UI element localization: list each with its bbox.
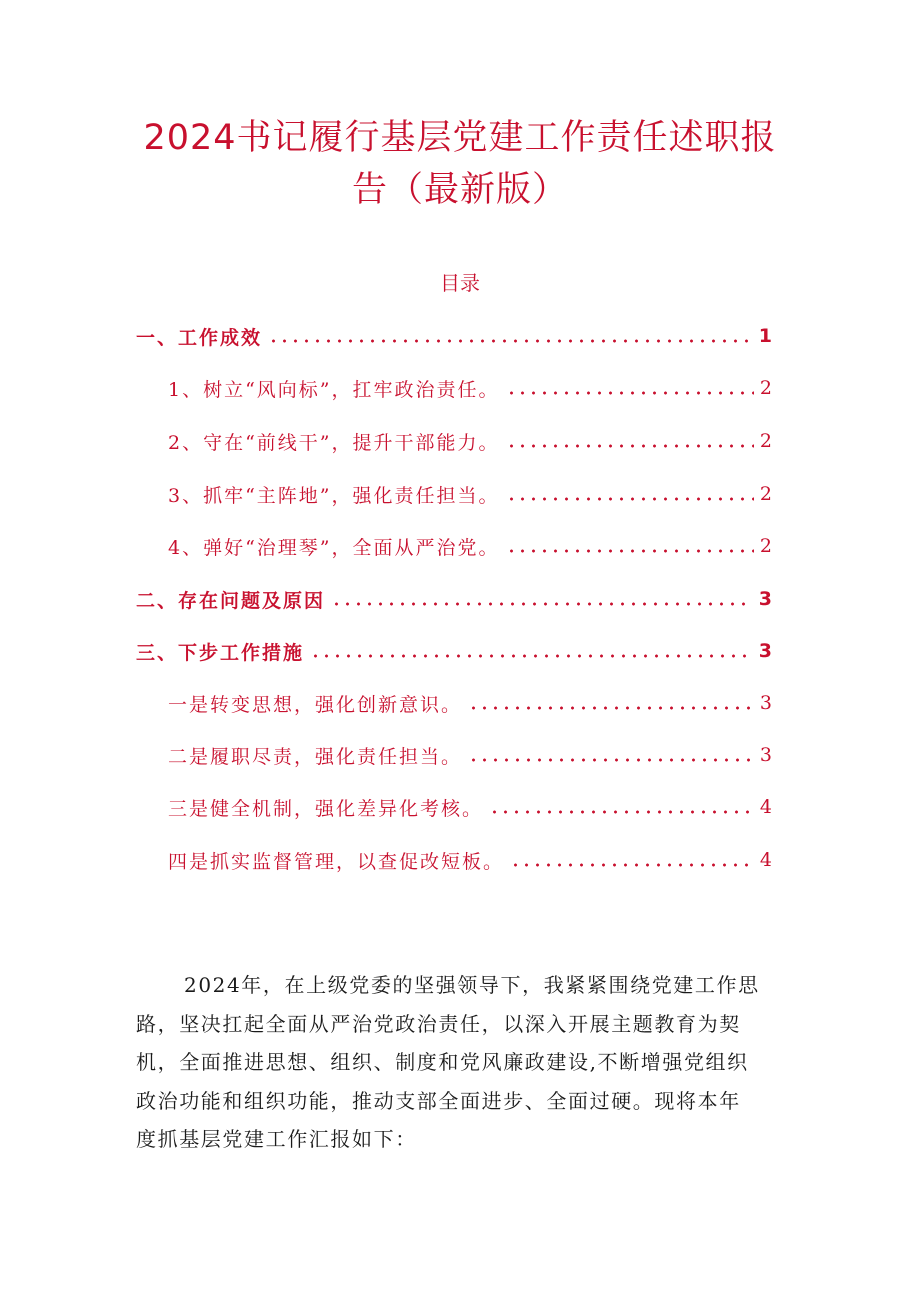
toc-entry-measure-2[interactable]: [168, 740, 772, 770]
body-line: 路，坚决扛起全面从严治党政治责任，以深入开展主题教育为契: [136, 1011, 741, 1036]
document-title: [120, 112, 800, 216]
toc-entry-label: 三是健全机制，强化差异化考核。: [168, 797, 484, 820]
toc-dot-leader: [489, 810, 754, 814]
toc-entry-sub-4[interactable]: [168, 531, 772, 561]
toc-page-number: 3: [758, 640, 772, 662]
intro-paragraph: [136, 966, 786, 1159]
toc-entry-sub-2[interactable]: [168, 426, 772, 456]
toc-dot-leader: [506, 444, 754, 448]
toc-entry-label: 二、存在问题及原因: [136, 589, 326, 612]
toc-entry-label: 三、下步工作措施: [136, 641, 305, 664]
toc-page-number: 3: [758, 588, 772, 610]
toc-heading: 目录: [440, 271, 480, 295]
toc-entry-label: 1、树立“风向标”，扛牢政治责任。: [168, 378, 500, 401]
toc-page-number: 2: [759, 535, 772, 557]
toc-page-number: 4: [759, 796, 772, 818]
toc-entry-sub-1[interactable]: [168, 373, 772, 403]
title-line-1: 2024书记履行基层党建工作责任述职报: [143, 118, 777, 158]
toc-dot-leader: [310, 654, 753, 658]
toc-page-number: 2: [759, 483, 772, 505]
toc-entry-next-steps[interactable]: [136, 636, 772, 666]
toc-entry-measure-4[interactable]: [168, 845, 772, 875]
toc-entry-label: 一是转变思想，强化创新意识。: [168, 693, 463, 716]
body-line: 政治功能和组织功能，推动支部全面进步、全面过硬。现将本年: [136, 1088, 741, 1113]
title-line-2: 告（最新版）: [351, 170, 568, 210]
toc-dot-leader: [468, 758, 754, 762]
body-line: 2024年，在上级党委的坚强领导下，我紧紧围绕党建工作思: [184, 973, 760, 997]
toc-dot-leader: [468, 706, 754, 710]
toc-dot-leader: [506, 391, 754, 395]
toc-page-number: 3: [759, 692, 772, 714]
toc-entry-label: 四是抓实监督管理，以查促改短板。: [168, 850, 505, 873]
toc-dot-leader: [268, 339, 753, 343]
toc-entry-label: 二是履职尽责，强化责任担当。: [168, 745, 463, 768]
toc-page-number: 4: [759, 849, 772, 871]
toc-page-number: 2: [759, 430, 772, 452]
toc-entry-label: 3、抓牢“主阵地”，强化责任担当。: [168, 484, 500, 507]
toc-entry-label: 2、守在“前线干”，提升干部能力。: [168, 431, 500, 454]
body-line: 机，全面推进思想、组织、制度和党风廉政建设,不断增强党组织: [136, 1050, 749, 1074]
toc-entry-measure-3[interactable]: [168, 792, 772, 822]
toc-dot-leader: [331, 602, 753, 606]
toc-entry-work-results[interactable]: [136, 321, 772, 351]
toc-entry-problems[interactable]: [136, 584, 772, 614]
toc-entry-measure-1[interactable]: [168, 688, 772, 718]
toc-dot-leader: [506, 497, 754, 501]
toc-dot-leader: [510, 863, 754, 867]
toc-entry-sub-3[interactable]: [168, 479, 772, 509]
toc-entry-label: 4、弹好“治理琴”，全面从严治党。: [168, 536, 500, 559]
toc-dot-leader: [506, 549, 754, 553]
toc-entry-label: 一、工作成效: [136, 326, 263, 349]
body-line: 度抓基层党建工作汇报如下：: [136, 1127, 417, 1151]
toc-page-number: 2: [759, 377, 772, 399]
toc-page-number: 1: [758, 325, 772, 347]
toc-page-number: 3: [759, 744, 772, 766]
